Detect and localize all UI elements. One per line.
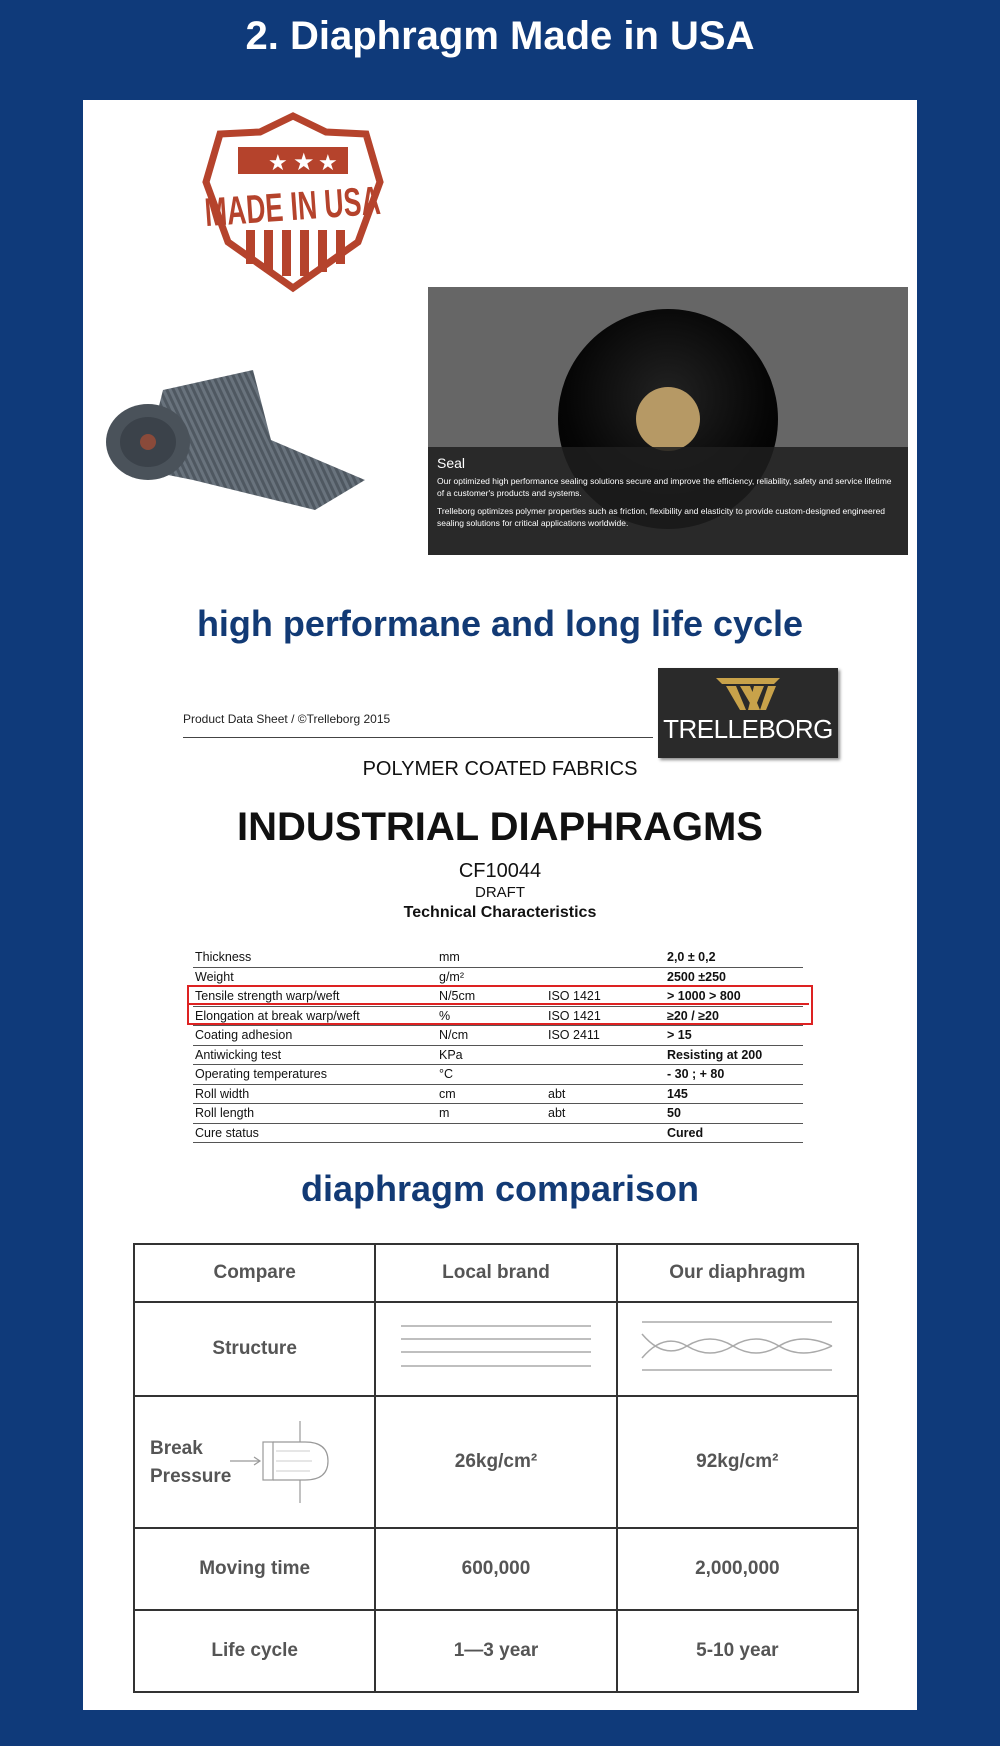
spec-cell: % <box>437 1006 546 1026</box>
datasheet-header: Product Data Sheet / ©Trelleborg 2015 <box>183 712 391 726</box>
spec-cell: 2,0 ± 0,2 <box>665 948 803 967</box>
table-row <box>134 1528 858 1610</box>
spec-row <box>193 1123 803 1143</box>
spec-cell: N/5cm <box>437 987 546 1007</box>
spec-cell: Cured <box>665 1123 803 1143</box>
row-label: Structure <box>134 1302 375 1396</box>
seal-text-1: Our optimized high performance sealing solutions secure and improve the efficiency, reliability, safety and service lifetime of a customer's products and systems. <box>437 476 892 498</box>
datasheet-title: INDUSTRIAL DIAPHRAGMS <box>237 805 763 849</box>
header-cell: Local brand <box>375 1244 616 1302</box>
table-row <box>134 1610 858 1692</box>
draft-label: DRAFT <box>475 884 525 901</box>
spec-cell: ISO 2411 <box>546 1026 665 1046</box>
local-structure-diagram <box>375 1302 616 1396</box>
table-row <box>134 1302 858 1396</box>
pressure-test-icon <box>230 1417 340 1507</box>
spec-cell: - 30 ; + 80 <box>665 1065 803 1085</box>
svg-text:MADE IN USA: MADE IN USA <box>203 172 471 236</box>
performance-heading: high performane and long life cycle <box>196 603 804 644</box>
break-local-value: 26kg/cm² <box>375 1396 616 1528</box>
spec-cell: > 1000 > 800 <box>665 987 803 1007</box>
spec-cell: ISO 1421 <box>546 987 665 1007</box>
spec-cell: cm <box>437 1084 546 1104</box>
spec-cell: Thickness <box>193 948 437 967</box>
spec-cell: Weight <box>193 967 437 987</box>
content-card <box>83 100 917 1710</box>
spec-row <box>193 1084 803 1104</box>
moving-local-value: 600,000 <box>375 1528 616 1610</box>
highlight-box <box>187 985 813 1025</box>
table-row <box>134 1244 858 1302</box>
our-structure-diagram <box>617 1302 858 1396</box>
spec-cell: g/m² <box>437 967 546 987</box>
break-our-value: 92kg/cm² <box>617 1396 858 1528</box>
spec-row <box>193 1104 803 1124</box>
spec-cell: 2500 ±250 <box>665 967 803 987</box>
seal-text-2: Trelleborg optimizes polymer properties such as friction, flexibility and elasticity to provide custom-designed engineered sealing solutions for critical applications worldwide. <box>437 506 886 528</box>
parallel-lines-icon <box>396 1316 596 1376</box>
spec-cell: Coating adhesion <box>193 1026 437 1046</box>
spec-cell: ISO 1421 <box>546 1006 665 1026</box>
comparison-heading: diaphragm comparison <box>300 1168 700 1209</box>
spec-cell <box>546 1065 665 1085</box>
spec-cell: KPa <box>437 1045 546 1065</box>
spec-cell: Roll width <box>193 1084 437 1104</box>
spec-cell: abt <box>546 1104 665 1124</box>
spec-cell: Elongation at break warp/weft <box>193 1006 437 1026</box>
break-label: Break <box>150 1438 203 1459</box>
woven-lines-icon <box>637 1316 837 1376</box>
spec-cell: mm <box>437 948 546 967</box>
spec-cell <box>546 1123 665 1143</box>
spec-cell: Resisting at 200 <box>665 1045 803 1065</box>
spec-cell: °C <box>437 1065 546 1085</box>
break-pressure-label-cell <box>134 1396 375 1528</box>
trelleborg-logo <box>658 668 838 758</box>
spec-row <box>193 1045 803 1065</box>
divider <box>183 737 653 738</box>
spec-row <box>193 1026 803 1046</box>
logo-text: TRELLEBORG <box>663 714 833 744</box>
made-in-usa-badge <box>198 112 471 292</box>
tech-characteristics-title: Technical Characteristics <box>403 904 597 921</box>
spec-row <box>193 1065 803 1085</box>
spec-cell: N/cm <box>437 1026 546 1046</box>
spec-cell: Antiwicking test <box>193 1045 437 1065</box>
header-cell: Compare <box>134 1244 375 1302</box>
moving-our-value: 2,000,000 <box>617 1528 858 1610</box>
page-title: 2. Diaphragm Made in USA <box>245 14 755 58</box>
comparison-table <box>133 1243 859 1693</box>
spec-cell: abt <box>546 1084 665 1104</box>
svg-text:★: ★ <box>318 151 338 176</box>
spec-cell: > 15 <box>665 1026 803 1046</box>
spec-cell: Operating temperatures <box>193 1065 437 1085</box>
spec-row <box>193 967 803 987</box>
spec-cell: m <box>437 1104 546 1124</box>
life-local-value: 1—3 year <box>375 1610 616 1692</box>
seal-panel <box>428 287 908 555</box>
spec-cell <box>546 948 665 967</box>
spec-cell: Cure status <box>193 1123 437 1143</box>
spec-cell: 145 <box>665 1084 803 1104</box>
pressure-label: Pressure <box>150 1466 232 1487</box>
svg-text:★: ★ <box>293 148 315 176</box>
row-label: Life cycle <box>134 1610 375 1692</box>
svg-text:★: ★ <box>268 151 288 176</box>
category-text: POLYMER COATED FABRICS <box>362 758 638 780</box>
seal-heading: Seal <box>437 455 466 471</box>
spec-cell: 50 <box>665 1104 803 1124</box>
spec-cell <box>546 1045 665 1065</box>
spec-row <box>193 948 803 967</box>
trelleborg-mark-icon <box>716 678 780 712</box>
spec-table <box>193 948 803 1143</box>
product-code: CF10044 <box>458 860 542 882</box>
spec-cell: Roll length <box>193 1104 437 1124</box>
seal-caption <box>428 447 908 555</box>
spec-cell <box>546 967 665 987</box>
seal-core <box>636 387 700 451</box>
life-our-value: 5-10 year <box>617 1610 858 1692</box>
rubber-roll-image <box>103 370 373 530</box>
spec-cell <box>437 1123 546 1143</box>
header-cell: Our diaphragm <box>617 1244 858 1302</box>
spec-cell: ≥20 / ≥20 <box>665 1006 803 1026</box>
spec-cell: Tensile strength warp/weft <box>193 987 437 1007</box>
table-row <box>134 1396 858 1528</box>
highlight-divider <box>187 1003 809 1005</box>
row-label: Moving time <box>134 1528 375 1610</box>
